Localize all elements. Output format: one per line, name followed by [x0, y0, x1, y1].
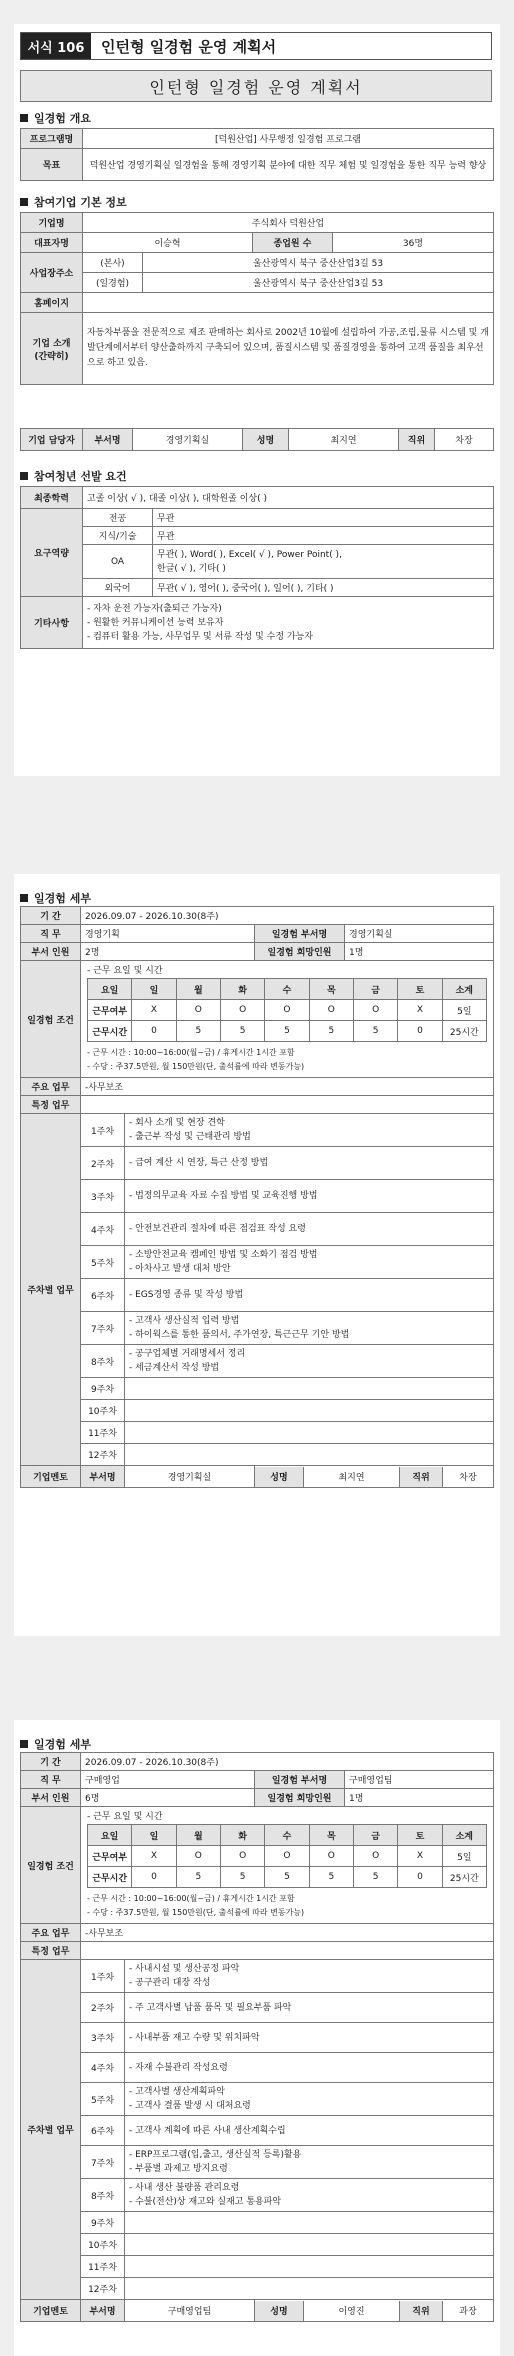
oa-line-2: 한글( √ ), 기타( ) — [157, 563, 226, 574]
week-number: 11주차 — [81, 2256, 125, 2278]
week-row — [21, 2023, 494, 2053]
job-label: 직 무 — [21, 1771, 81, 1789]
week-tasks — [125, 1114, 494, 1147]
program-value: [덕원산업] 사무행정 일경험 프로그램 — [83, 129, 494, 149]
mentor-dept-value: 경영기획실 — [125, 1466, 255, 1488]
week-task-item: - 안전보건관리 절차에 따른 점검표 작성 요령 — [129, 1224, 306, 1234]
week-number: 8주차 — [81, 2179, 125, 2212]
week-number: 9주차 — [81, 1378, 125, 1400]
week-row — [21, 1213, 494, 1246]
week-number: 1주차 — [81, 1960, 125, 1993]
contact-table — [20, 428, 494, 451]
week-task-item: - 자재 수불관리 작성요령 — [129, 2062, 228, 2073]
condition-label: 일경험 조건 — [21, 961, 81, 1078]
week-tasks — [125, 1422, 494, 1444]
mentor-dept-value: 구매영업팀 — [125, 2300, 255, 2322]
condition-pay: - 수당 : 주37.5만원, 월 150만원(단, 출석률에 따라 변동가능) — [87, 1908, 305, 1917]
position-value: 차장 — [435, 429, 494, 451]
hope-value: 1명 — [345, 1789, 494, 1807]
week-task-item: - 공구업체별 거래명세서 정리 — [129, 1349, 246, 1359]
week-tasks — [125, 1993, 494, 2023]
company-table — [20, 212, 494, 385]
address-hq: 울산광역시 북구 중산산업3길 53 — [143, 253, 494, 273]
hour-cell: 5 — [176, 1867, 220, 1888]
weekly-task-label: 주차별 업무 — [21, 1960, 81, 2300]
mentor-position-label: 직위 — [400, 2301, 443, 2321]
condition-value — [81, 961, 494, 1078]
mentor-detail — [255, 1466, 494, 1488]
week-row — [21, 1400, 494, 1422]
week-row — [21, 1114, 494, 1147]
major-label: 전공 — [83, 509, 153, 527]
condition-time: - 근무 시간 : 10:00~16:00(월~금) / 휴게시간 1시간 포함 — [87, 1894, 295, 1903]
week-number: 2주차 — [81, 1147, 125, 1180]
form-number: 서식 106 — [21, 33, 91, 59]
hour-cell: 5 — [309, 1021, 353, 1042]
knowledge-label: 지식/기술 — [83, 527, 153, 545]
oa-line-1: 무관( ), Word( ), Excel( √ ), Power Point( ), — [157, 549, 342, 560]
etc-item: - 컴퓨터 활용 가능, 사무업무 및 서류 작성 및 수정 가능자 — [87, 631, 313, 642]
week-task-item: - 회사 소개 및 현장 견학 — [129, 1118, 225, 1128]
knowledge-value: 무관 — [153, 527, 494, 545]
bullet-square-icon — [20, 894, 28, 902]
day-cell: 화 — [220, 979, 264, 1000]
program-label: 프로그램명 — [21, 129, 83, 149]
job-label: 직 무 — [21, 925, 81, 943]
week-row — [21, 1147, 494, 1180]
week-task-item: - 사내시설 및 생산공정 파악 — [129, 1964, 240, 1974]
condition-label: 일경험 조건 — [21, 1807, 81, 1924]
period-value: 2026.09.07 - 2026.10.30(8주) — [81, 907, 494, 925]
ceo-value: 이승혁 — [83, 233, 253, 253]
period-label: 기 간 — [21, 1753, 81, 1771]
condition-head: - 근무 요일 및 시간 — [87, 1812, 163, 1822]
plan-page-3 — [14, 1720, 500, 2356]
work-cell: O — [309, 1846, 353, 1867]
name-label: 성명 — [243, 429, 289, 451]
week-number: 9주차 — [81, 2212, 125, 2234]
address-hq-tag: (본사) — [83, 253, 143, 273]
day-cell: 목 — [309, 979, 353, 1000]
weekly-rows — [21, 1960, 494, 2300]
section-detail — [20, 890, 91, 906]
company-value: 주식회사 덕원산업 — [83, 213, 494, 233]
etc-value — [83, 597, 494, 649]
day-cell: 일 — [132, 979, 176, 1000]
week-tasks — [125, 2083, 494, 2116]
condition-time: - 근무 시간 : 10:00~16:00(월~금) / 휴게시간 1시간 포함 — [87, 1048, 295, 1057]
plan-page-1 — [14, 24, 500, 776]
week-task-item: - 주 고객사별 납품 품목 및 필요부품 파악 — [129, 2002, 292, 2013]
week-tasks — [125, 1444, 494, 1466]
day-cell: 금 — [353, 1825, 397, 1846]
job-value: 구매영업 — [81, 1771, 255, 1789]
work-cell: O — [220, 1000, 264, 1021]
work-cell: X — [132, 1846, 176, 1867]
mentor-label: 기업멘토 — [21, 2300, 81, 2322]
mentor-name-value: 이영진 — [304, 2301, 400, 2321]
work-cell: O — [353, 1000, 397, 1021]
bullet-square-icon — [20, 472, 28, 480]
language-label: 외국어 — [83, 579, 153, 597]
day-cell: 요일 — [88, 1825, 132, 1846]
week-row — [21, 2083, 494, 2116]
company-label: 기업명 — [21, 213, 83, 233]
work-cell: X — [398, 1846, 442, 1867]
address-label: 사업장주소 — [21, 253, 83, 293]
week-task-item: - 하이웍스를 통한 품의서, 주가연장, 특근근무 기안 방법 — [129, 1330, 350, 1340]
week-row — [21, 1378, 494, 1400]
dept-value: 구매영업팀 — [345, 1771, 494, 1789]
week-task-item: - 아차사고 발생 대처 방안 — [129, 1264, 231, 1274]
oa-label: OA — [83, 545, 153, 579]
period-value: 2026.09.07 - 2026.10.30(8주) — [81, 1753, 494, 1771]
week-number: 11주차 — [81, 1422, 125, 1444]
condition-pay: - 수당 : 주37.5만원, 월 150만원(단, 출석률에 따라 변동가능) — [87, 1062, 305, 1071]
homepage-value — [83, 293, 494, 313]
week-number: 12주차 — [81, 1444, 125, 1466]
mentor-name-label: 성명 — [255, 1467, 304, 1487]
edu-label: 최종학력 — [21, 487, 83, 509]
week-task-item: - 공구관리 대장 작성 — [129, 1978, 211, 1988]
etc-label: 기타사항 — [21, 597, 83, 649]
etc-item: - 자차 운전 가능자(출퇴근 가능자) — [87, 603, 222, 614]
section-title: 참여기업 기본 정보 — [34, 196, 127, 209]
hour-cell: 25시간 — [442, 1867, 486, 1888]
week-row — [21, 1993, 494, 2023]
week-tasks — [125, 1400, 494, 1422]
work-cell: X — [398, 1000, 442, 1021]
section-title: 일경험 개요 — [34, 112, 91, 125]
hour-cell: 5 — [176, 1021, 220, 1042]
oa-value — [153, 545, 494, 579]
mentor-dept-label: 부서명 — [81, 1466, 125, 1488]
mentor-label: 기업멘토 — [21, 1466, 81, 1488]
work-cell: 근무여부 — [88, 1000, 132, 1021]
week-row — [21, 2116, 494, 2146]
day-cell: 일 — [132, 1825, 176, 1846]
section-overview — [20, 110, 91, 126]
hour-cell: 0 — [398, 1021, 442, 1042]
document-title: 인턴형 일경험 운영 계획서 — [20, 70, 492, 102]
work-cell: O — [176, 1846, 220, 1867]
week-number: 5주차 — [81, 2083, 125, 2116]
count-label: 부서 인원 — [21, 943, 81, 961]
intro-value: 자동차부품을 전문적으로 제조 판매하는 회사로 2002년 10월에 설립하여 가공,조립,물류 시스템 및 개발단계에서부터 양산출하까지 구축되어 있으며, 품질시스템 및 품질경영을 통하여 고객 품질을 최우선으로 하고 있음. — [83, 313, 494, 385]
day-cell: 토 — [398, 979, 442, 1000]
mentor-inner — [255, 1467, 493, 1487]
day-cell: 수 — [265, 1825, 309, 1846]
week-tasks — [125, 2212, 494, 2234]
week-tasks — [125, 1279, 494, 1312]
week-row — [21, 1180, 494, 1213]
week-row — [21, 1345, 494, 1378]
week-task-item: - 사내부품 재고 수량 및 위치파악 — [129, 2032, 260, 2043]
week-task-item: - 소방안전교육 캠페인 방법 및 소화기 점검 방법 — [129, 1250, 318, 1260]
bullet-square-icon — [20, 1740, 28, 1748]
week-number: 4주차 — [81, 2053, 125, 2083]
ceo-label: 대표자명 — [21, 233, 83, 253]
day-cell: 소계 — [442, 979, 486, 1000]
week-row — [21, 1312, 494, 1345]
period-label: 기 간 — [21, 907, 81, 925]
section-youth — [20, 468, 127, 484]
plan-page-2 — [14, 874, 500, 1636]
dept-value: 경영기획실 — [133, 429, 243, 451]
edu-value: 고졸 이상( √ ), 대졸 이상( ), 대학원졸 이상( ) — [83, 487, 494, 509]
mentor-inner — [255, 2301, 493, 2321]
week-task-item: - EGS경영 종류 및 작성 방법 — [129, 1290, 244, 1300]
week-row — [21, 1422, 494, 1444]
language-value: 무관( √ ), 영어( ), 중국어( ), 일어( ), 기타( ) — [153, 579, 494, 597]
main-task-label: 주요 업무 — [21, 1924, 81, 1942]
day-cell: 토 — [398, 1825, 442, 1846]
week-tasks — [125, 2116, 494, 2146]
hope-value: 1명 — [345, 943, 494, 961]
intro-label: 기업 소개 (간략히) — [21, 313, 83, 385]
hour-cell: 5 — [353, 1021, 397, 1042]
major-value: 무관 — [153, 509, 494, 527]
week-tasks — [125, 2053, 494, 2083]
week-row — [21, 2234, 494, 2256]
homepage-label: 홈페이지 — [21, 293, 83, 313]
mentor-detail — [255, 2300, 494, 2322]
week-tasks — [125, 2256, 494, 2278]
hour-cell: 5 — [265, 1867, 309, 1888]
hour-cell: 5 — [265, 1021, 309, 1042]
hour-cell: 근무시간 — [88, 1021, 132, 1042]
goal-label: 목표 — [21, 149, 83, 181]
weekly-rows — [21, 1114, 494, 1466]
day-cell: 월 — [176, 979, 220, 1000]
week-tasks — [125, 1180, 494, 1213]
hour-cell: 5 — [220, 1021, 264, 1042]
week-row — [21, 2146, 494, 2179]
section-title: 일경험 세부 — [34, 1738, 91, 1751]
bullet-square-icon — [20, 198, 28, 206]
overview-table — [20, 128, 494, 181]
hour-cell: 25시간 — [442, 1021, 486, 1042]
job-value: 경영기획 — [81, 925, 255, 943]
hour-cell: 5 — [353, 1867, 397, 1888]
work-cell: O — [220, 1846, 264, 1867]
week-number: 3주차 — [81, 1180, 125, 1213]
week-task-item: - 고객사 결품 발생 시 대처요령 — [129, 2101, 251, 2111]
week-task-item: - ERP프로그램(입,출고, 생산실적 등록)활용 — [129, 2150, 302, 2160]
week-tasks — [125, 1345, 494, 1378]
weekly-task-label: 주차별 업무 — [21, 1114, 81, 1466]
condition-head: - 근무 요일 및 시간 — [87, 966, 163, 976]
week-tasks — [125, 1246, 494, 1279]
form-header — [20, 32, 492, 60]
main-task-label: 주요 업무 — [21, 1078, 81, 1096]
week-number: 5주차 — [81, 1246, 125, 1279]
week-task-item: - 수불(전산)상 재고와 실재고 통용파악 — [129, 2197, 282, 2207]
week-tasks — [125, 1312, 494, 1345]
day-cell: 수 — [265, 979, 309, 1000]
mentor-position-value: 과장 — [459, 2307, 477, 2317]
week-row — [21, 1246, 494, 1279]
week-tasks — [125, 2234, 494, 2256]
week-row — [21, 2179, 494, 2212]
section-title: 참여청년 선발 요건 — [34, 470, 127, 483]
name-value: 최지연 — [289, 429, 399, 451]
day-cell: 요일 — [88, 979, 132, 1000]
work-cell: O — [353, 1846, 397, 1867]
week-tasks — [125, 2023, 494, 2053]
week-row — [21, 2053, 494, 2083]
work-cell: X — [132, 1000, 176, 1021]
hour-cell: 5 — [220, 1867, 264, 1888]
mentor-position-label: 직위 — [400, 1467, 443, 1487]
week-tasks — [125, 1378, 494, 1400]
schedule-table — [87, 1824, 487, 1888]
week-row — [21, 1444, 494, 1466]
week-tasks — [125, 1147, 494, 1180]
week-row — [21, 1279, 494, 1312]
week-number: 10주차 — [81, 1400, 125, 1422]
day-cell: 월 — [176, 1825, 220, 1846]
section-detail — [20, 1736, 91, 1752]
form-title: 인턴형 일경험 운영 계획서 — [101, 37, 277, 56]
mentor-name-label: 성명 — [255, 2301, 304, 2321]
position-label: 직위 — [399, 429, 435, 451]
youth-table — [20, 486, 494, 649]
week-task-item: - 고객사별 생산계획파악 — [129, 2087, 225, 2097]
week-number: 10주차 — [81, 2234, 125, 2256]
hope-label: 일경험 희망인원 — [255, 943, 345, 961]
week-number: 4주차 — [81, 1213, 125, 1246]
hour-cell: 0 — [132, 1021, 176, 1042]
week-task-item: - 고객사 생산실적 입력 방법 — [129, 1316, 240, 1326]
week-task-item: - 고객사 계획에 따른 사내 생산계획수립 — [129, 2125, 286, 2136]
week-number: 12주차 — [81, 2278, 125, 2300]
week-number: 7주차 — [81, 1312, 125, 1345]
detail-table — [20, 906, 494, 1488]
week-number: 1주차 — [81, 1114, 125, 1147]
week-tasks — [125, 1960, 494, 1993]
week-task-item: - 급여 계산 시 연장, 특근 산정 방법 — [129, 1158, 269, 1168]
week-task-item: - 법정의무교육 자료 수집 방법 및 교육진행 방법 — [129, 1191, 318, 1201]
week-number: 7주차 — [81, 2146, 125, 2179]
week-task-item: - 사내 생산 불량품 관리요령 — [129, 2183, 240, 2193]
day-cell: 금 — [353, 979, 397, 1000]
address-site: 울산광역시 북구 중산산업3길 53 — [143, 273, 494, 293]
count-value: 6명 — [81, 1789, 255, 1807]
address-site-tag: (일경험) — [83, 273, 143, 293]
special-task-label: 특정 업무 — [21, 1096, 81, 1114]
work-cell: 근무여부 — [88, 1846, 132, 1867]
week-task-item: - 출근부 작성 및 근태관리 방법 — [129, 1132, 251, 1142]
week-number: 2주차 — [81, 1993, 125, 2023]
etc-item: - 원활한 커뮤니케이션 능력 보유자 — [87, 617, 224, 628]
hope-label: 일경험 희망인원 — [255, 1789, 345, 1807]
mentor-position-value: 차장 — [459, 1473, 477, 1483]
section-company — [20, 194, 127, 210]
week-number: 8주차 — [81, 1345, 125, 1378]
bullet-square-icon — [20, 114, 28, 122]
week-row — [21, 1960, 494, 1993]
hour-cell: 0 — [132, 1867, 176, 1888]
hour-cell: 근무시간 — [88, 1867, 132, 1888]
dept-label: 일경험 부서명 — [255, 1771, 345, 1789]
day-cell: 화 — [220, 1825, 264, 1846]
employee-value: 36명 — [333, 233, 494, 253]
week-tasks — [125, 2146, 494, 2179]
work-cell: O — [176, 1000, 220, 1021]
dept-label: 일경험 부서명 — [255, 925, 345, 943]
work-cell: 5일 — [442, 1000, 486, 1021]
week-row — [21, 2256, 494, 2278]
week-task-item: - 세금계산서 작성 방법 — [129, 1363, 220, 1373]
day-cell: 목 — [309, 1825, 353, 1846]
main-task-value: -사무보조 — [81, 1078, 494, 1096]
count-value: 2명 — [81, 943, 255, 961]
work-cell: 5일 — [442, 1846, 486, 1867]
dept-value: 경영기획실 — [345, 925, 494, 943]
schedule-table — [87, 978, 487, 1042]
dept-label: 부서명 — [83, 429, 133, 451]
mentor-dept-label: 부서명 — [81, 2300, 125, 2322]
week-tasks — [125, 2278, 494, 2300]
special-task-value — [81, 1096, 494, 1114]
requirement-label: 요구역량 — [21, 509, 83, 597]
week-number: 3주차 — [81, 2023, 125, 2053]
condition-value — [81, 1807, 494, 1924]
mentor-name-value: 최지연 — [304, 1467, 400, 1487]
week-task-item: - 부품별 과제고 방지요령 — [129, 2164, 228, 2174]
special-task-label: 특정 업무 — [21, 1942, 81, 1960]
goal-value: 덕원산업 경영기획실 일경험을 통해 경영기획 분야에 대한 직무 체험 및 일경험을 통한 직무 능력 향상 — [83, 149, 494, 181]
hour-cell: 5 — [309, 1867, 353, 1888]
week-tasks — [125, 1213, 494, 1246]
special-task-value — [81, 1942, 494, 1960]
week-row — [21, 2212, 494, 2234]
work-cell: O — [309, 1000, 353, 1021]
employee-label: 종업원 수 — [253, 233, 333, 253]
week-tasks — [125, 2179, 494, 2212]
detail-table — [20, 1752, 494, 2322]
contact-label: 기업 담당자 — [21, 429, 83, 451]
main-task-value: -사무보조 — [81, 1924, 494, 1942]
work-cell: O — [265, 1846, 309, 1867]
hour-cell: 0 — [398, 1867, 442, 1888]
work-cell: O — [265, 1000, 309, 1021]
week-number: 6주차 — [81, 2116, 125, 2146]
week-row — [21, 2278, 494, 2300]
count-label: 부서 인원 — [21, 1789, 81, 1807]
day-cell: 소계 — [442, 1825, 486, 1846]
section-title: 일경험 세부 — [34, 892, 91, 905]
week-number: 6주차 — [81, 1279, 125, 1312]
